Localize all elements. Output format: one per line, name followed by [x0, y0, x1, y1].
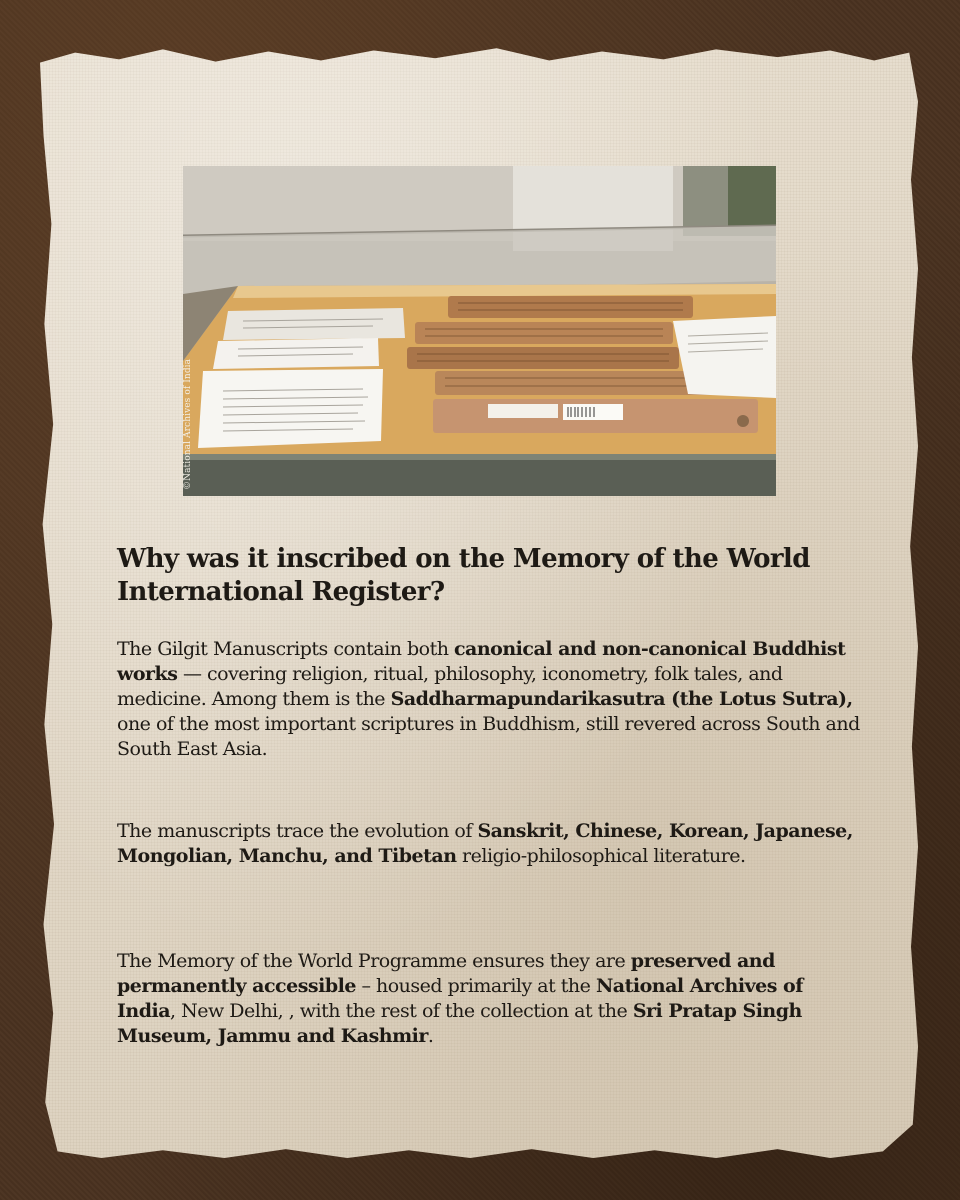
- body-text: – housed primarily at the: [355, 975, 596, 997]
- emphasis-text: canonical and non-canonical Buddhist works: [117, 638, 846, 685]
- paragraph-content: [117, 637, 862, 762]
- body-text: The Memory of the World Programme ensures they are: [117, 950, 631, 972]
- emphasis-text: Sri Pratap Singh Museum, Jammu and Kashmir: [117, 1000, 802, 1047]
- paragraph-languages: [117, 819, 862, 869]
- body-text: religio-philosophical literature.: [456, 845, 746, 867]
- section-heading: Why was it inscribed on the Memory of the World International Register?: [117, 544, 810, 607]
- emphasis-text: Sanskrit, Chinese, Korean, Japanese, Mongolian, Manchu, and Tibetan: [117, 820, 853, 867]
- body-text: one of the most important scriptures in Buddhism, still revered across South and South East Asia.: [117, 713, 860, 760]
- photo-credit: ©National Archives of India: [183, 358, 193, 490]
- body-text: .: [427, 1025, 434, 1047]
- body-text: The Gilgit Manuscripts contain both: [117, 638, 454, 660]
- body-text: The manuscripts trace the evolution of: [117, 820, 478, 842]
- body-text: — covering religion, ritual, philosophy, iconometry, folk tales, and medicine. Among them is the: [117, 663, 783, 710]
- emphasis-text: preserved and permanently accessible: [117, 950, 775, 997]
- emphasis-text: National Archives of India: [117, 975, 803, 1022]
- body-text: , New Delhi, , with the rest of the collection at the: [170, 1000, 633, 1022]
- manuscript-display-photo: [183, 166, 776, 496]
- emphasis-text: Saddharmapundarikasutra (the Lotus Sutra),: [390, 688, 853, 710]
- paragraph-preservation: [117, 949, 862, 1049]
